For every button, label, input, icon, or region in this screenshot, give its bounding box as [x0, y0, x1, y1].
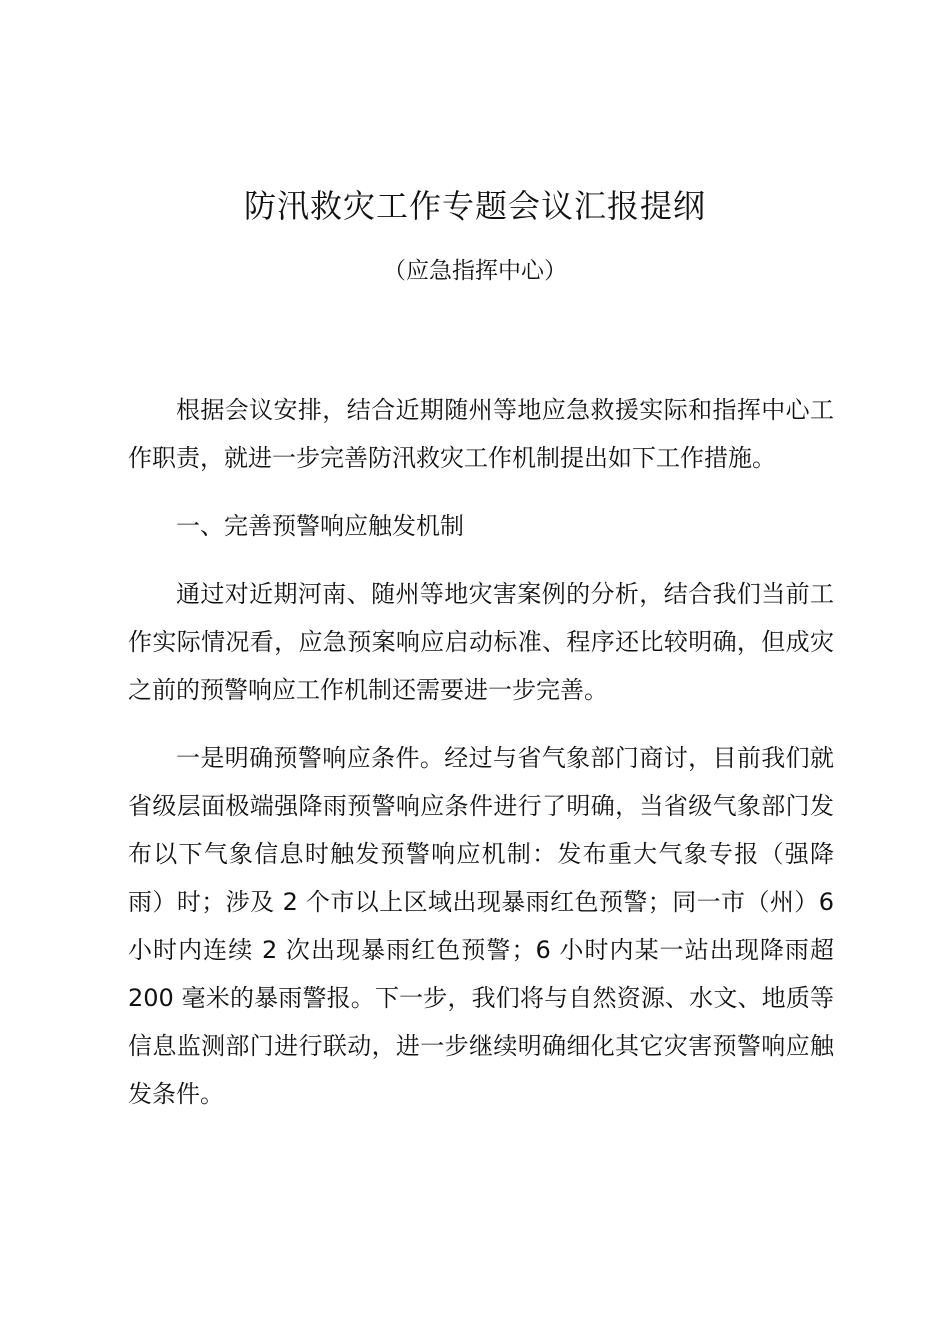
document-body — [128, 386, 834, 1118]
intro-paragraph: 根据会议安排，结合近期随州等地应急救援实际和指挥中心工作职责，就进一步完善防汛救灾工作机制提出如下工作措施。 — [128, 396, 834, 472]
measure-paragraph: 一是明确预警响应条件。经过与省气象部门商讨，目前我们就省级层面极端强降雨预警响应条件进行了明确，当省级气象部门发布以下气象信息时触发预警响应机制：发布重大气象专报（强降雨）时；涉及 2 个市以上区域出现暴雨红色预警；同一市（州）6 小时内连续 2 次出现暴雨红色预警；6 小时内某一站出现降雨超 200 毫米的暴雨警报。下一步，我们将与自然资源、水文、地质等信息监测部门进行联动，进一步继续明确细化其它灾害预警响应触发条件。 — [128, 744, 834, 1108]
document-subtitle: （应急指挥中心） — [383, 258, 567, 284]
analysis-paragraph: 通过对近期河南、随州等地灾害案例的分析，结合我们当前工作实际情况看，应急预案响应启动标准、程序还比较明确，但成灾之前的预警响应工作机制还需要进一步完善。 — [128, 580, 834, 704]
section-heading: 一、完善预警响应触发机制 — [176, 512, 464, 540]
document-title: 防汛救灾工作专题会议汇报提纲 — [243, 187, 706, 225]
